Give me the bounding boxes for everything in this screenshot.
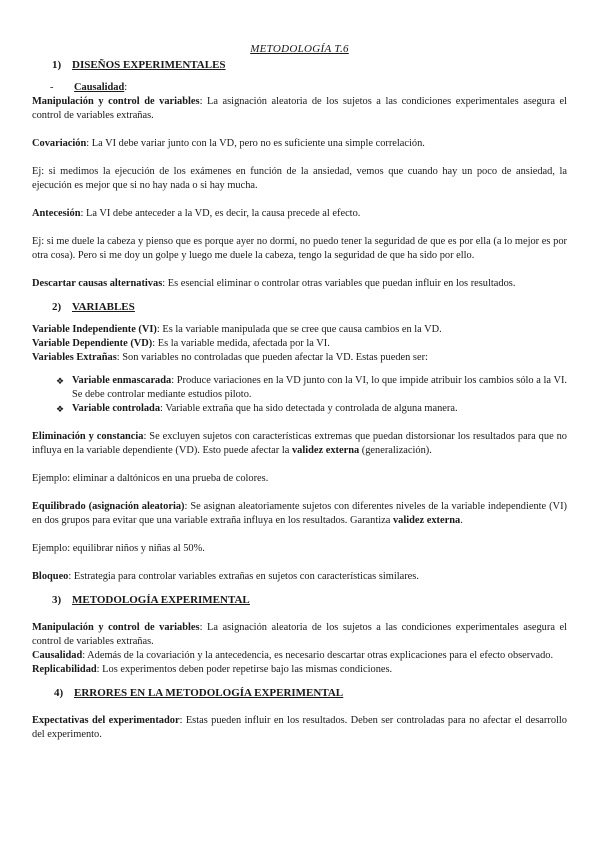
example-2: Ej: si me duele la cabeza y pienso que es porque ayer no dormí, no puedo tener la seguridad de que es por ella (a lo mejor es por otra cosa). Pero si me doy un golpe y luego me duele la cabeza, tengo la seguridad de que ha sido por ello. (32, 236, 567, 261)
section-number: 2) (52, 301, 62, 313)
definition: : Es la variable manipulada que se cree que causa cambios en la VD. (156, 324, 442, 335)
definition: : La VI debe variar junto con la VD, pero no es suficiente una simple correlación. (86, 138, 425, 149)
term: Antecesión (32, 208, 81, 219)
section-title: VARIABLES (72, 301, 135, 313)
example-4: Ejemplo: equilibrar niños y niñas al 50%. (32, 543, 205, 554)
definition: : Es esencial eliminar o controlar otras variables que puedan influir en los resultados. (162, 278, 516, 289)
term: Expectativas del experimentador (32, 715, 180, 726)
diamond-bullet-icon: ❖ (56, 376, 65, 386)
paragraph-manipulacion-2 (32, 621, 567, 649)
paragraph-bloqueo (32, 570, 567, 584)
term: Eliminación y constancia (32, 431, 144, 442)
definition: : Son variables no controladas que pueden afectar la VD. Estas pueden ser: (116, 352, 428, 363)
definition: : Los experimentos deben poder repetirse bajo las mismas condiciones. (96, 664, 393, 675)
definition: : Es la variable medida, afectada por la VI. (152, 338, 330, 349)
paragraph-vi (32, 323, 567, 337)
section-1-heading (32, 58, 567, 72)
causalidad-label: Causalidad (74, 82, 125, 93)
list-item (56, 374, 568, 402)
causalidad-item: - Causalidad: (50, 82, 128, 93)
definition: : Variable extraña que ha sido detectada y controlada de alguna manera. (160, 403, 458, 414)
diamond-bullet-icon: ❖ (56, 404, 65, 414)
term: Variable Independiente (VI) (32, 324, 157, 335)
paragraph-causalidad (32, 649, 567, 663)
definition: : Se asignan aleatoriamente sujetos con diferentes niveles de la variable independiente (VI) en dos grupos para evitar que una variable extraña influya en los resultados. Garantiza (32, 501, 567, 526)
variable-types-list (32, 374, 567, 416)
paragraph-manipulacion (32, 95, 567, 123)
emphasis: validez externa (291, 445, 360, 456)
paragraph-descartar (32, 277, 567, 291)
document-title: METODOLOGÍA T.6 (250, 43, 349, 55)
section-title: ERRORES EN LA METODOLOGÍA EXPERIMENTAL (74, 687, 344, 699)
definition: : La asignación aleatoria de los sujetos a las condiciones experimentales asegura el control de variables extrañas. (32, 96, 567, 121)
paragraph-replicabilidad (32, 663, 567, 677)
example-3: Ejemplo: eliminar a daltónicos en una prueba de colores. (32, 473, 269, 484)
term: Causalidad (32, 650, 83, 661)
list-item (56, 402, 567, 416)
dash-bullet: - (50, 82, 54, 93)
section-title: DISEÑOS EXPERIMENTALES (72, 59, 226, 71)
paragraph-eliminacion (32, 430, 567, 458)
section-number: 3) (52, 594, 62, 606)
section-4-heading (32, 686, 567, 700)
term: Manipulación y control de variables (32, 622, 200, 633)
section-3-heading (32, 593, 567, 607)
section-2-heading (32, 300, 567, 314)
paragraph-expectativas (32, 714, 567, 742)
definition: : Estrategia para controlar variables extrañas en sujetos con características similares. (68, 571, 419, 582)
term: Descartar causas alternativas (32, 278, 163, 289)
term: Variable Dependiente (VD) (32, 338, 153, 349)
definition-tail: (generalización). (359, 445, 432, 456)
section-title: METODOLOGÍA EXPERIMENTAL (72, 594, 250, 606)
section-number: 1) (52, 59, 62, 71)
term: Bloqueo (32, 571, 69, 582)
definition: : Produce variaciones en la VD junto con la VI, lo que impide atribuir los cambios sólo a la VI. Se debe controlar mediante estudios piloto. (72, 375, 568, 400)
term: Equilibrado (asignación aleatoria) (32, 501, 185, 512)
document-page (32, 42, 567, 742)
emphasis: validez externa (392, 515, 461, 526)
definition-tail: . (460, 515, 463, 526)
term: Variable controlada (72, 403, 161, 414)
section-number: 4) (54, 687, 64, 699)
example-1: Ej: si medimos la ejecución de los exámenes en función de la ansiedad, vemos que cuando hay un poco de ansiedad, la ejecución es mejor que si no hay nada o si hay mucha. (32, 166, 567, 191)
paragraph-vd (32, 337, 567, 351)
definition: : Además de la covariación y la antecedencia, es necesario descartar otras explicaciones para el efecto observado. (82, 650, 554, 661)
term: Manipulación y control de variables (32, 96, 200, 107)
definition: : La VI debe anteceder a la VD, es decir, la causa precede al efecto. (80, 208, 361, 219)
term: Variable enmascarada (72, 375, 172, 386)
paragraph-antecesion (32, 207, 567, 221)
paragraph-equilibrado (32, 500, 567, 528)
term: Covariación (32, 138, 87, 149)
term: Replicabilidad (32, 664, 97, 675)
definition: : Se excluyen sujetos con características extremas que puedan distorsionar los resultados para que no influya en la variable dependiente (VD). Esto puede afectar la (32, 431, 567, 456)
definition: : Estas pueden influir en los resultados. Deben ser controladas para no afectar el desarrollo del experimento. (32, 715, 567, 740)
paragraph-ve (32, 351, 567, 365)
paragraph-covariacion (32, 137, 567, 151)
definition: : La asignación aleatoria de los sujetos a las condiciones experimentales asegura el control de variables extrañas. (32, 622, 567, 647)
term: Variables Extrañas (32, 352, 117, 363)
